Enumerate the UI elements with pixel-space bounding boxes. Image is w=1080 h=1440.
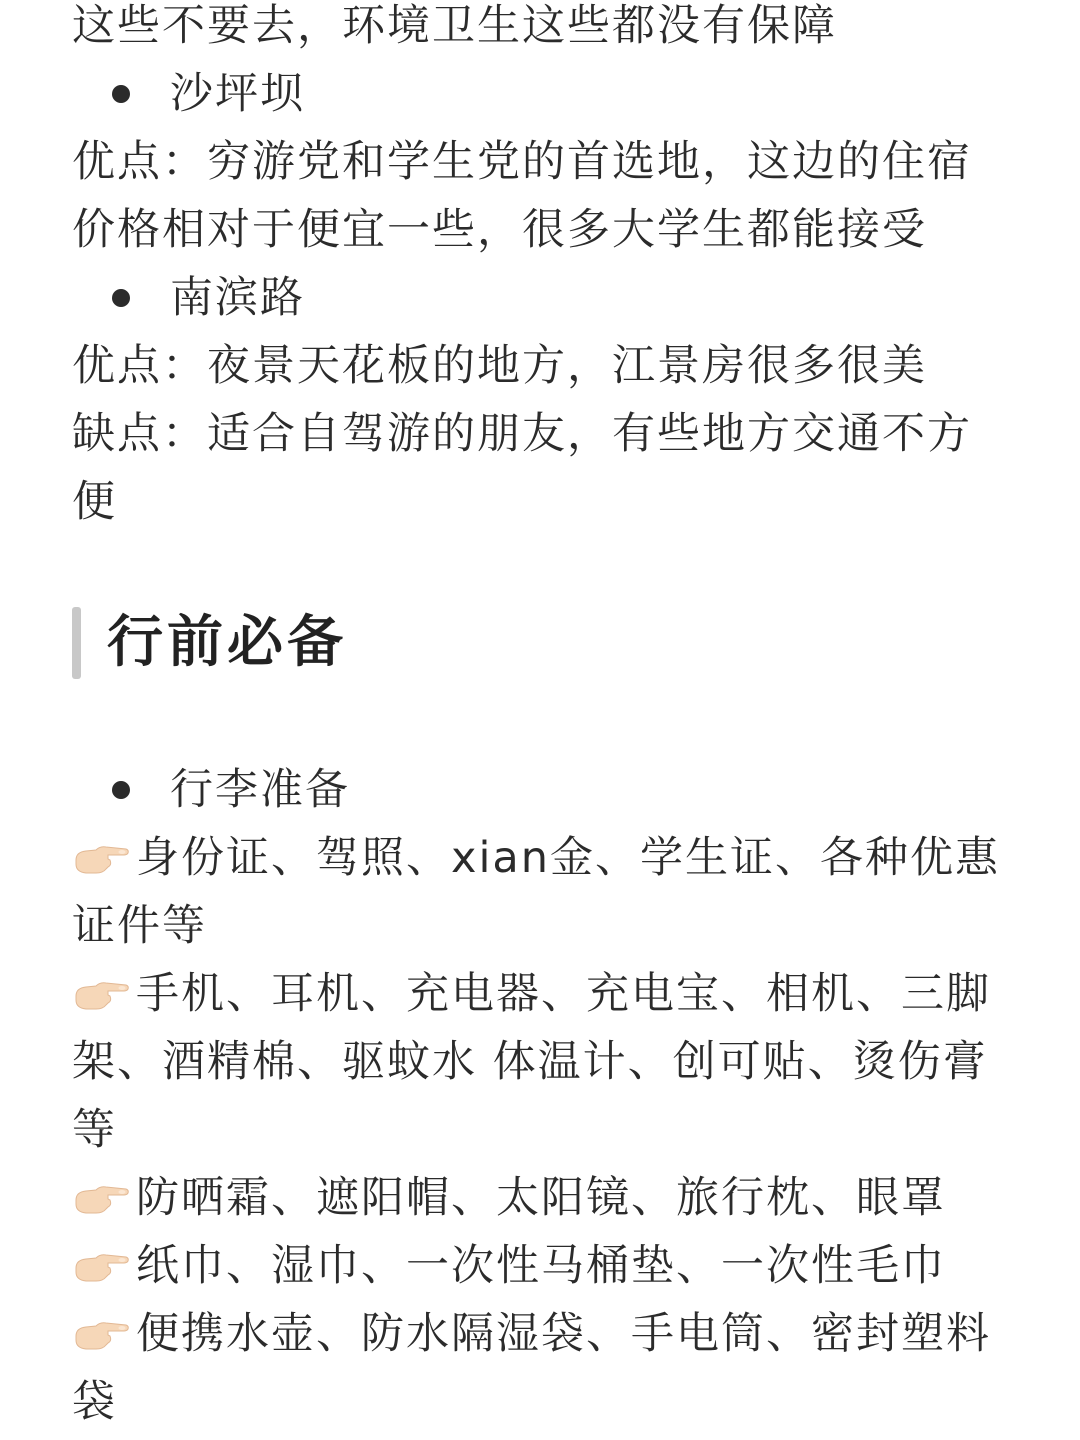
packing-item — [72, 960, 1002, 1164]
packing-bullet-label: 行李准备 — [170, 765, 350, 815]
bullet-dot — [112, 781, 130, 799]
area-name: 沙坪坝 — [170, 69, 305, 119]
bullet-dot — [112, 85, 130, 103]
heading-accent-bar — [72, 607, 81, 679]
pointing-hand-icon — [72, 1314, 130, 1354]
area-bullet-shapingba — [72, 60, 1002, 128]
packing-item-text: 身份证、驾照、xian金、学生证、各种优惠证件等 — [72, 833, 1000, 951]
packing-item-text: 防晒霜、遮阳帽、太阳镜、旅行枕、眼罩 — [136, 1173, 946, 1223]
area-cons: 缺点：适合自驾游的朋友，有些地方交通不方便 — [72, 409, 972, 527]
packing-bullet — [72, 756, 1002, 824]
article-body — [72, 0, 1002, 1436]
packing-item — [72, 824, 1002, 960]
intro-tail-text: 这些不要去，环境卫生这些都没有保障 — [72, 1, 837, 51]
bullet-dot — [112, 289, 130, 307]
area-bullet-nanbinlu — [72, 264, 1002, 332]
packing-item-text: 手机、耳机、充电器、充电宝、相机、三脚架、酒精棉、驱蚊水 体温计、创可贴、烫伤膏等 — [72, 969, 991, 1155]
pointing-hand-icon — [72, 974, 130, 1014]
section-title: 行前必备 — [107, 610, 347, 675]
packing-item — [72, 1164, 1002, 1232]
pointing-hand-icon — [72, 1246, 130, 1286]
pointing-hand-icon — [72, 1178, 130, 1218]
area-description: 优点：穷游党和学生党的首选地，这边的住宿价格相对于便宜一些，很多大学生都能接受 — [72, 137, 972, 255]
area-name: 南滨路 — [170, 273, 305, 323]
pointing-hand-icon — [72, 838, 130, 878]
section-heading — [72, 608, 1002, 678]
packing-item-text: 便携水壶、防水隔湿袋、手电筒、密封塑料袋 — [72, 1309, 991, 1427]
packing-item-text: 纸巾、湿巾、一次性马桶垫、一次性毛巾 — [136, 1241, 946, 1291]
packing-item — [72, 1300, 1002, 1436]
area-pros: 优点：夜景天花板的地方，江景房很多很美 — [72, 341, 927, 391]
packing-item — [72, 1232, 1002, 1300]
